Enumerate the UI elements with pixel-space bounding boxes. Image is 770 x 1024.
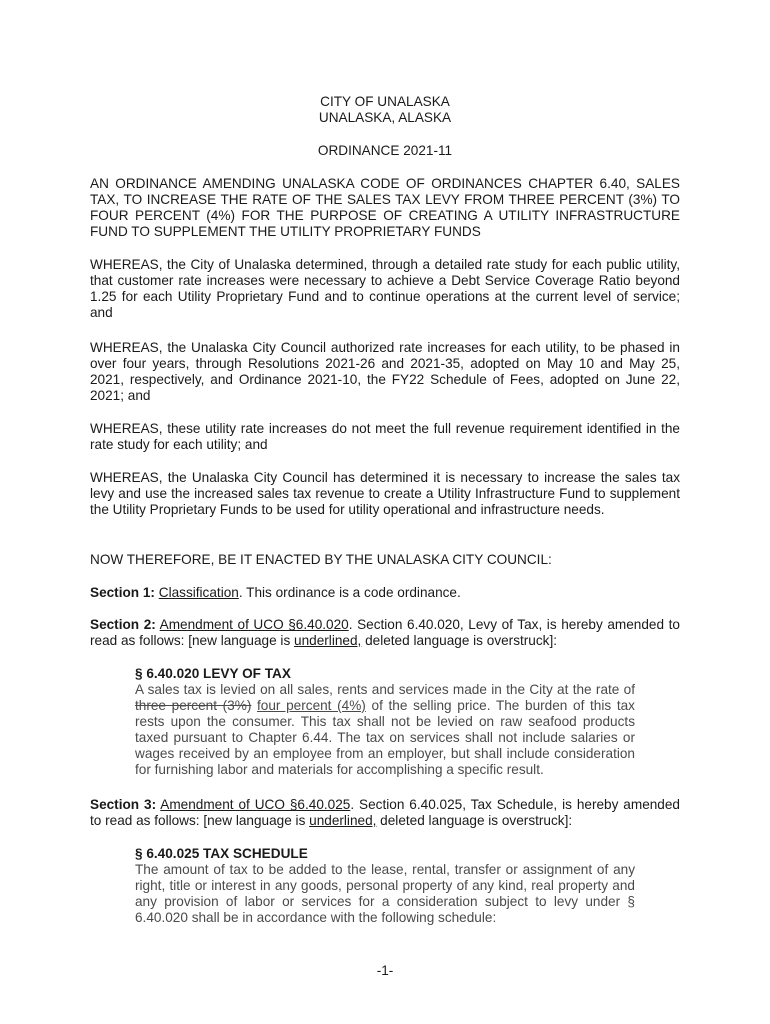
section-3 <box>90 797 680 829</box>
section-1-title: Classification <box>158 585 239 600</box>
section-3-text-1: . Section 6.40.025, Tax Schedule, is hereby amended to read as follows: [new language is <box>90 797 680 828</box>
whereas-clause-1: WHEREAS, the City of Unalaska determined, through a detailed rate study for each public utility, that customer rate increases were necessary to achieve a Debt Service Coverage Ratio beyond 1.25 for each Utility Proprietary Fund and to continue operations at the current level of service; and <box>90 257 680 320</box>
section-1-label: Section 1: <box>90 585 155 600</box>
whereas-clause-4: WHEREAS, the Unalaska City Council has determined it is necessary to increase the sales tax levy and use the increased sales tax revenue to create a Utility Infrastructure Fund to supplement the Utility Proprietary Funds to be used for utility operational and infrastructure needs. <box>90 470 680 517</box>
section-2 <box>90 617 680 649</box>
enacting-clause: NOW THEREFORE, BE IT ENACTED BY THE UNALASKA CITY COUNCIL: <box>90 552 552 567</box>
section-3-label: Section 3: <box>90 797 157 812</box>
section-1-text: . This ordinance is a code ordinance. <box>238 585 461 600</box>
section-2-text-1: . Section 6.40.020, Levy of Tax, is hereby amended to read as follows: [new language is <box>90 617 680 648</box>
page-number: -1- <box>376 963 394 978</box>
inserted-rate: four percent (4%) <box>257 698 366 713</box>
deleted-rate: three percent (3%) <box>135 698 252 713</box>
section-1 <box>90 585 680 601</box>
section-2-heading <box>135 666 635 682</box>
whereas-clause-3: WHEREAS, these utility rate increases do not meet the full revenue requirement identified in the rate study for each utility; and <box>90 421 680 452</box>
whereas-clause-2: WHEREAS, the Unalaska City Council authorized rate increases for each utility, to be phased in over four years, through Resolutions 2021-26 and 2021-35, adopted on May 10 and May 25, 2021, respectively, and Ordinance 2021-10, the FY22 Schedule of Fees, adopted on June 22, 2021; and <box>90 340 680 403</box>
section-2-body <box>135 682 635 778</box>
section-3-heading <box>135 846 635 862</box>
section-3-text-2: deleted language is overstruck]: <box>376 813 573 828</box>
ordinance-number: ORDINANCE 2021-11 <box>317 143 453 158</box>
section-2-label: Section 2: <box>90 617 156 632</box>
ordinance-title: AN ORDINANCE AMENDING UNALASKA CODE OF ORDINANCES CHAPTER 6.40, SALES TAX, TO INCREASE THE RATE OF THE SALES TAX LEVY FROM THREE PERCENT (3%) TO FOUR PERCENT (4%) FOR THE PURPOSE OF CREATING A UTILITY INFRASTRUCTURE FUND TO SUPPLEMENT THE UTILITY PROPRIETARY FUNDS <box>90 176 680 239</box>
section-3-title: Amendment of UCO §6.40.025 <box>160 797 351 812</box>
section-2-underlined-word: underlined, <box>294 633 362 648</box>
city-heading: CITY OF UNALASKA <box>320 94 450 109</box>
levy-of-tax-heading: § 6.40.020 LEVY OF TAX <box>135 666 291 681</box>
levy-body-2: of the selling price. The burden of this tax rests upon the consumer. This tax shall not be levied on raw seafood products taxed pursuant to Chapter 6.44. The tax on services shall not include salaries or wages received by an employee from an employer, but shall include consideration for furnishing labor and materials for accomplishing a specific result. <box>135 698 635 777</box>
section-3-body: The amount of tax to be added to the lease, rental, transfer or assignment of any right, title or interest in any goods, personal property of any kind, real property and any provision of labor or services for a consideration subject to levy under § 6.40.020 shall be in accordance with the following schedule: <box>135 862 635 925</box>
section-2-title: Amendment of UCO §6.40.020 <box>159 617 349 632</box>
section-3-underlined-word: underlined, <box>309 813 377 828</box>
tax-schedule-heading: § 6.40.025 TAX SCHEDULE <box>135 846 308 861</box>
levy-body-1: A sales tax is levied on all sales, rents and services made in the City at the rate of <box>135 682 635 697</box>
section-2-text-2: deleted language is overstruck]: <box>361 633 558 648</box>
location-heading: UNALASKA, ALASKA <box>318 110 452 125</box>
